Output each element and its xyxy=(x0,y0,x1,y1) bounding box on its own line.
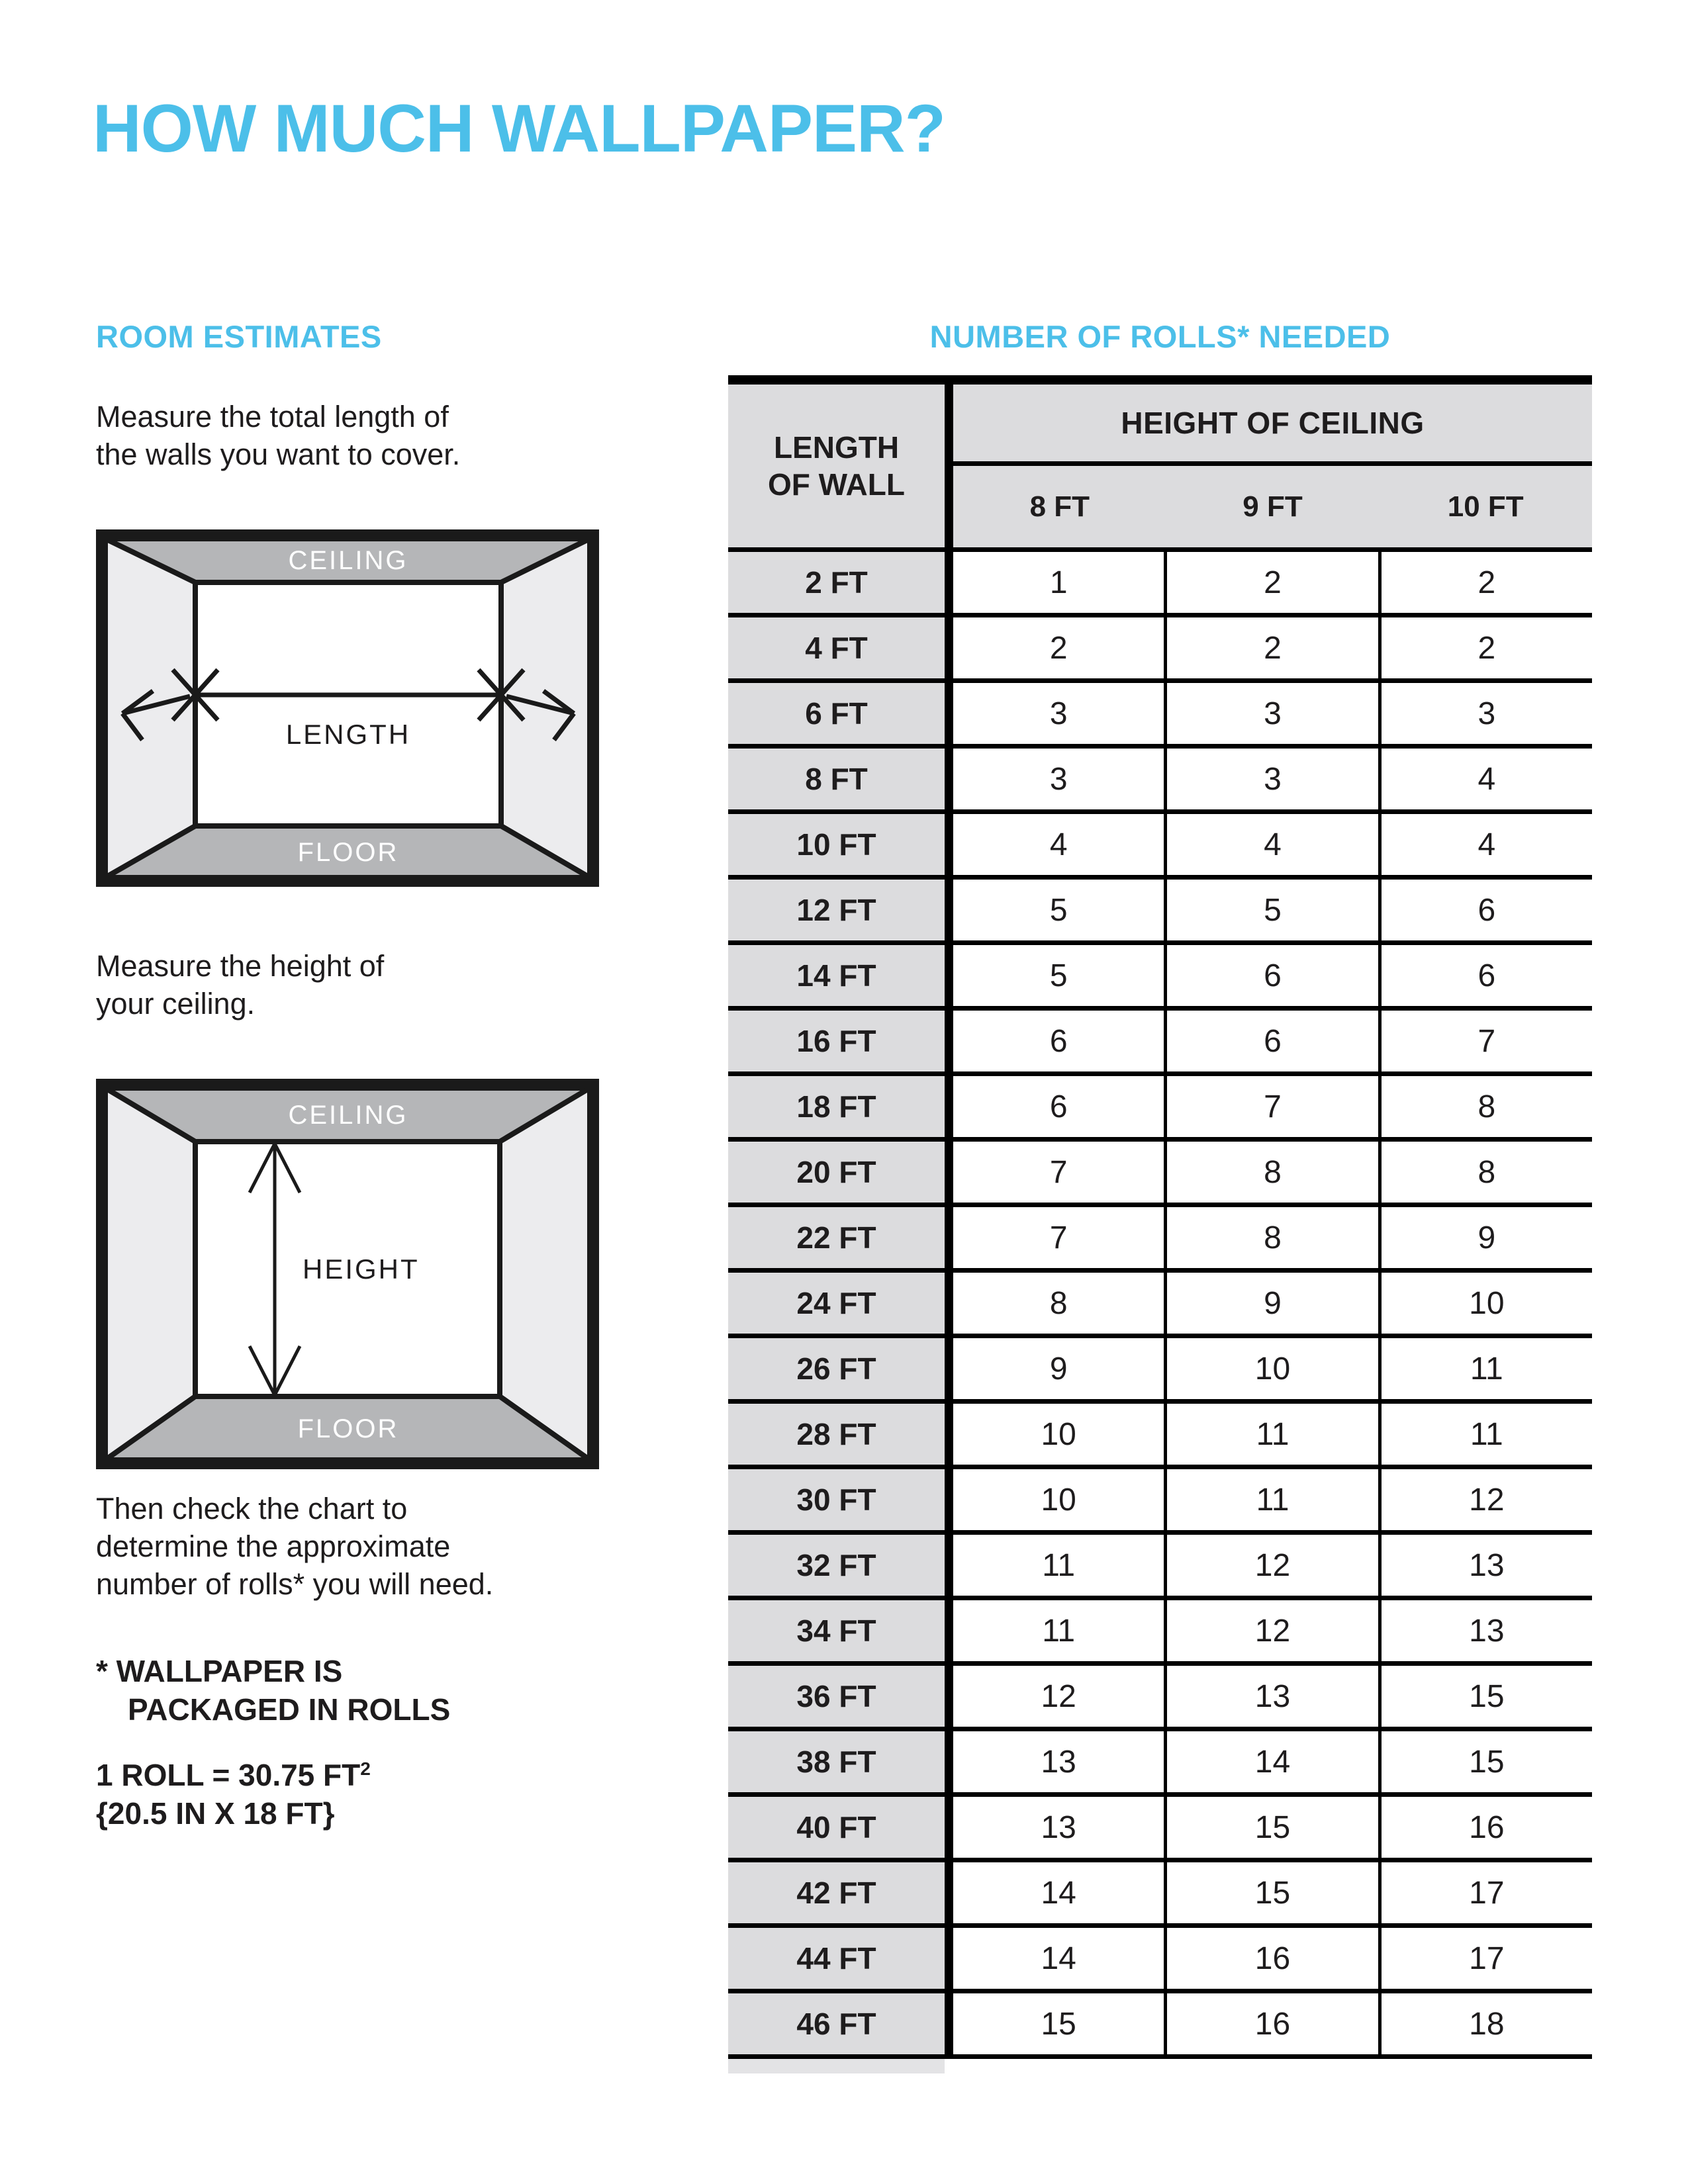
table-row xyxy=(728,875,1592,940)
rolls-count-cell: 11 xyxy=(953,1535,1164,1596)
rolls-count-cell: 13 xyxy=(1164,1666,1378,1727)
wall-length-cell: 46 FT xyxy=(728,1993,953,2054)
rolls-count-cell: 9 xyxy=(1164,1273,1378,1334)
measure-height-paragraph xyxy=(96,947,384,1023)
roll-area-line: 1 ROLL = 30.75 $FT^2$ xyxy=(96,1758,371,1792)
rolls-count-cell: 17 xyxy=(1378,1928,1592,1989)
measure-length-paragraph xyxy=(96,398,460,473)
roll-dimensions-line: {20.5 IN X 18 FT} xyxy=(96,1796,335,1831)
rolls-count-cell: 4 xyxy=(1378,814,1592,875)
rolls-count-cell: 1 xyxy=(953,552,1164,613)
superscript-2: 2 xyxy=(360,1758,371,1779)
rolls-count-cell: 5 xyxy=(1164,880,1378,940)
table-row xyxy=(728,1399,1592,1465)
page-title: HOW MUCH WALLPAPER? xyxy=(93,91,945,166)
rolls-count-cell: 12 xyxy=(1164,1535,1378,1596)
wall-length-cell: 34 FT xyxy=(728,1600,953,1661)
rolls-count-cell: 15 xyxy=(1378,1666,1592,1727)
rolls-count-cell: 2 xyxy=(1164,617,1378,678)
wall-length-cell: 26 FT xyxy=(728,1338,953,1399)
wall-length-cell: 18 FT xyxy=(728,1076,953,1137)
wall-length-cell: 30 FT xyxy=(728,1469,953,1530)
rolls-count-cell: 4 xyxy=(953,814,1164,875)
table-row xyxy=(728,1923,1592,1989)
rolls-count-cell: 16 xyxy=(1378,1797,1592,1858)
table-row xyxy=(728,744,1592,809)
rolls-count-cell: 12 xyxy=(953,1666,1164,1727)
rolls-count-cell: 8 xyxy=(953,1273,1164,1334)
rolls-count-cell: 10 xyxy=(1164,1338,1378,1399)
wall-length-cell: 44 FT xyxy=(728,1928,953,1989)
floor-label: FLOOR xyxy=(297,838,399,867)
paragraph-line: the walls you want to cover. xyxy=(96,437,461,471)
rolls-count-cell: 9 xyxy=(1378,1207,1592,1268)
paragraph-line: Measure the height of xyxy=(96,949,385,983)
rolls-count-cell: 7 xyxy=(1164,1076,1378,1137)
room-estimates-heading: ROOM ESTIMATES xyxy=(96,319,382,354)
rolls-count-cell: 6 xyxy=(1164,945,1378,1006)
rolls-needed-heading: NUMBER OF ROLLS* NEEDED xyxy=(929,319,1391,354)
roll-spec xyxy=(96,1750,371,1833)
rolls-count-cell: 8 xyxy=(1378,1142,1592,1203)
table-row xyxy=(728,678,1592,744)
table-footer-stub xyxy=(728,2059,945,2073)
rolls-count-cell: 5 xyxy=(953,945,1164,1006)
height-of-ceiling-header: HEIGHT OF CEILING xyxy=(953,385,1592,466)
wall-length-cell: 16 FT xyxy=(728,1011,953,1071)
rolls-count-cell: 15 xyxy=(1164,1797,1378,1858)
rolls-count-cell: 2 xyxy=(1378,552,1592,613)
rolls-count-cell: 8 xyxy=(1164,1207,1378,1268)
rolls-count-cell: 13 xyxy=(953,1797,1164,1858)
rolls-count-cell: 3 xyxy=(953,749,1164,809)
wall-length-cell: 38 FT xyxy=(728,1731,953,1792)
length-label: LENGTH xyxy=(285,719,411,750)
wall-length-cell: 6 FT xyxy=(728,683,953,744)
rolls-count-cell: 6 xyxy=(1378,880,1592,940)
table-row xyxy=(728,809,1592,875)
table-row xyxy=(728,1989,1592,2054)
table-row xyxy=(728,1071,1592,1137)
rolls-count-cell: 10 xyxy=(1378,1273,1592,1334)
rolls-count-cell: 11 xyxy=(1378,1338,1592,1399)
rolls-count-cell: 17 xyxy=(1378,1862,1592,1923)
rolls-count-cell: 18 xyxy=(1378,1993,1592,2054)
ceiling-label: CEILING xyxy=(288,1101,408,1130)
wall-length-cell: 40 FT xyxy=(728,1797,953,1858)
table-row xyxy=(728,1268,1592,1334)
rolls-count-cell: 2 xyxy=(953,617,1164,678)
table-header xyxy=(728,385,1592,547)
room-height-diagram xyxy=(96,1079,599,1469)
back-wall-face xyxy=(195,582,501,826)
paragraph-line: Measure the total length of xyxy=(96,400,449,433)
rolls-count-cell: 10 xyxy=(953,1404,1164,1465)
rolls-count-cell: 13 xyxy=(1378,1600,1592,1661)
wall-length-cell: 20 FT xyxy=(728,1142,953,1203)
rolls-count-cell: 10 xyxy=(953,1469,1164,1530)
rolls-count-cell: 13 xyxy=(1378,1535,1592,1596)
wall-length-cell: 14 FT xyxy=(728,945,953,1006)
note-line: * WALLPAPER IS xyxy=(96,1654,343,1688)
rolls-count-cell: 4 xyxy=(1378,749,1592,809)
rolls-count-cell: 16 xyxy=(1164,1993,1378,2054)
paragraph-line: determine the approximate xyxy=(96,1529,451,1563)
wall-length-cell: 28 FT xyxy=(728,1404,953,1465)
rolls-count-cell: 9 xyxy=(953,1338,1164,1399)
ceiling-height-header-group xyxy=(953,385,1592,547)
room-length-diagram xyxy=(96,529,599,887)
rolls-count-cell: 8 xyxy=(1378,1076,1592,1137)
rolls-count-cell: 16 xyxy=(1164,1928,1378,1989)
note-line: PACKAGED IN ROLLS xyxy=(128,1692,451,1727)
rolls-count-cell: 15 xyxy=(1164,1862,1378,1923)
table-row xyxy=(728,1792,1592,1858)
rolls-count-cell: 3 xyxy=(1164,749,1378,809)
rolls-count-cell: 13 xyxy=(953,1731,1164,1792)
rolls-count-cell: 6 xyxy=(953,1011,1164,1071)
rolls-count-cell: 2 xyxy=(1164,552,1378,613)
length-of-wall-header xyxy=(728,385,953,547)
height-label: HEIGHT xyxy=(303,1253,420,1285)
column-header-10ft: 10 FT xyxy=(1447,490,1524,523)
ceiling-label: CEILING xyxy=(288,546,408,575)
rolls-count-cell: 8 xyxy=(1164,1142,1378,1203)
rolls-table xyxy=(728,375,1592,2073)
column-header-8ft: 8 FT xyxy=(1029,490,1090,523)
table-body xyxy=(728,547,1592,2054)
table-row xyxy=(728,1530,1592,1596)
table-row xyxy=(728,1203,1592,1268)
wall-length-cell: 36 FT xyxy=(728,1666,953,1727)
table-row xyxy=(728,1727,1592,1792)
rolls-count-cell: 11 xyxy=(1378,1404,1592,1465)
rolls-count-cell: 12 xyxy=(1378,1469,1592,1530)
rolls-count-cell: 15 xyxy=(1378,1731,1592,1792)
rolls-count-cell: 11 xyxy=(1164,1469,1378,1530)
table-row xyxy=(728,1596,1592,1661)
table-row xyxy=(728,1465,1592,1530)
table-bottom-line xyxy=(728,2054,1592,2059)
rolls-count-cell: 3 xyxy=(1378,683,1592,744)
header-line: LENGTH xyxy=(773,430,900,465)
table-row xyxy=(728,940,1592,1006)
check-chart-paragraph xyxy=(96,1490,493,1603)
rolls-count-cell: 14 xyxy=(1164,1731,1378,1792)
rolls-count-cell: 5 xyxy=(953,880,1164,940)
rolls-count-cell: 11 xyxy=(953,1600,1164,1661)
table-row xyxy=(728,1006,1592,1071)
floor-label: FLOOR xyxy=(297,1414,399,1443)
rolls-count-cell: 15 xyxy=(953,1993,1164,2054)
wallpaper-rolls-note xyxy=(96,1652,450,1729)
rolls-count-cell: 4 xyxy=(1164,814,1378,875)
rolls-count-cell: 3 xyxy=(1164,683,1378,744)
wall-length-cell: 22 FT xyxy=(728,1207,953,1268)
wall-length-cell: 12 FT xyxy=(728,880,953,940)
table-top-bar xyxy=(728,375,1592,385)
rolls-count-cell: 14 xyxy=(953,1928,1164,1989)
table-row xyxy=(728,613,1592,678)
wall-length-cell: 2 FT xyxy=(728,552,953,613)
wall-length-cell: 8 FT xyxy=(728,749,953,809)
ceiling-height-columns xyxy=(953,466,1592,547)
paragraph-line: Then check the chart to xyxy=(96,1492,408,1525)
rolls-count-cell: 6 xyxy=(1164,1011,1378,1071)
rolls-count-cell: 7 xyxy=(953,1142,1164,1203)
table-row xyxy=(728,1858,1592,1923)
rolls-count-cell: 6 xyxy=(953,1076,1164,1137)
wall-length-cell: 42 FT xyxy=(728,1862,953,1923)
column-header-9ft: 9 FT xyxy=(1243,490,1303,523)
rolls-count-cell: 3 xyxy=(953,683,1164,744)
rolls-count-cell: 6 xyxy=(1378,945,1592,1006)
wall-length-cell: 32 FT xyxy=(728,1535,953,1596)
table-row xyxy=(728,1334,1592,1399)
table-row xyxy=(728,547,1592,613)
rolls-count-cell: 2 xyxy=(1378,617,1592,678)
wall-length-cell: 24 FT xyxy=(728,1273,953,1334)
table-row xyxy=(728,1661,1592,1727)
rolls-count-cell: 11 xyxy=(1164,1404,1378,1465)
wall-length-cell: 4 FT xyxy=(728,617,953,678)
header-line: OF WALL xyxy=(768,467,905,502)
wall-length-cell: 10 FT xyxy=(728,814,953,875)
table-row xyxy=(728,1137,1592,1203)
rolls-count-cell: 12 xyxy=(1164,1600,1378,1661)
rolls-count-cell: 7 xyxy=(953,1207,1164,1268)
paragraph-line: number of rolls* you will need. xyxy=(96,1567,494,1601)
paragraph-line: your ceiling. xyxy=(96,987,256,1021)
rolls-count-cell: 7 xyxy=(1378,1011,1592,1071)
rolls-count-cell: 14 xyxy=(953,1862,1164,1923)
